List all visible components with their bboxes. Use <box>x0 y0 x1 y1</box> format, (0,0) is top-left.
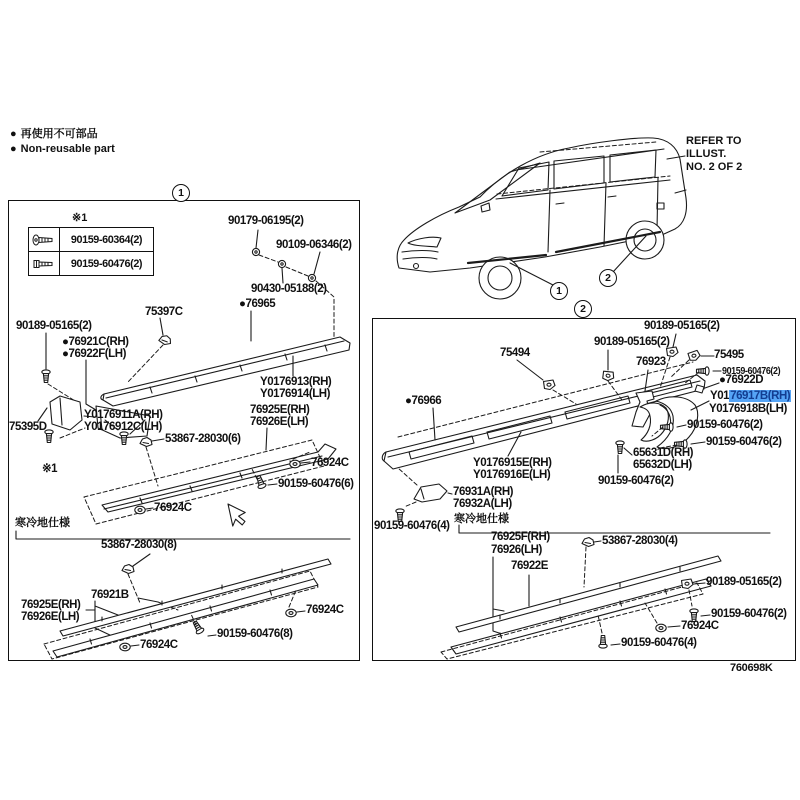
cold-spec-header: 寒冷地仕様 <box>454 513 509 525</box>
fastener-part-number: 90159-60364(2) <box>70 233 143 246</box>
refer-line: NO. 2 OF 2 <box>686 161 743 173</box>
part-label-53867-28030-8: 53867-28030(8) <box>101 539 177 551</box>
part-label-76922D: ●76922D <box>719 374 764 386</box>
part-label-76924C-a: 76924C <box>311 457 349 469</box>
part-label-76924C: 76924C <box>681 620 719 632</box>
fastener-row <box>29 251 153 275</box>
part-label-76932A: 76932A(LH) <box>453 498 512 510</box>
diagram-code: 760698K <box>730 662 773 674</box>
fastener-part-number: 90159-60476(2) <box>70 257 143 270</box>
part-label-76912C: Y0176912C(LH) <box>84 421 162 433</box>
highlighted-part-number[interactable]: 76917B(RH) <box>730 390 791 402</box>
part-label-76922E: 76922E <box>511 560 548 572</box>
part-label-90189-05165-c: 90189-05165(2) <box>706 576 782 588</box>
bullet-icon: ● <box>10 128 17 140</box>
table-note: ※1 <box>72 212 88 224</box>
part-label-90159-60476-e: 90159-60476(2) <box>711 608 787 620</box>
part-label-90189-05165-a: 90189-05165(2) <box>644 320 720 332</box>
part-label-53867-28030-6: 53867-28030(6) <box>165 433 241 445</box>
part-label-90159-60476-8: 90159-60476(8) <box>217 628 293 640</box>
cold-spec-header: 寒冷地仕様 <box>15 517 70 529</box>
part-label-90159-60476-b: 90159-60476(2) <box>687 419 763 431</box>
callout-1-panel: 1 <box>172 184 190 202</box>
part-label-76966: ●76966 <box>405 395 442 407</box>
part-label-90189-05165: 90189-05165(2) <box>16 320 92 332</box>
part-label-76911A: Y0176911A(RH) <box>84 409 163 421</box>
part-label-75495: 75495 <box>714 349 744 361</box>
part-label-76916E: Y0176916E(LH) <box>473 469 551 481</box>
part-label-76923: 76923 <box>636 356 666 368</box>
refer-line: REFER TO <box>686 135 742 147</box>
part-label-90189-05165-b: 90189-05165(2) <box>594 336 670 348</box>
refer-line: ILLUST. <box>686 148 727 160</box>
part-label-76925E-a: 76925E(RH) <box>250 404 310 416</box>
part-label-76918B: Y0176918B(LH) <box>709 403 787 415</box>
part-label-90159-60476-d: 90159-60476(2) <box>598 475 674 487</box>
part-label-76965: ●76965 <box>239 298 276 310</box>
part-label-76921B: 76921B <box>91 589 129 601</box>
part-label-65632D: 65632D(LH) <box>633 459 692 471</box>
part-label-76926E-a: 76926E(LH) <box>250 416 309 428</box>
legend-en-line: ● Non-reusable part <box>10 142 115 155</box>
flange-bolt-icon <box>29 252 60 275</box>
part-label-76921C: ●76921C(RH) <box>62 336 129 348</box>
fastener-table <box>28 227 154 276</box>
part-label-90430-05188: 90430-05188(2) <box>251 283 327 295</box>
part-label-76922F: ●76922F(LH) <box>62 348 126 360</box>
part-label-90159-60476-4b: 90159-60476(4) <box>621 637 697 649</box>
part-label-76924C-b: 76924C <box>154 502 192 514</box>
refer-note <box>686 135 742 174</box>
car-illustration <box>397 138 686 299</box>
part-label-75395D: 75395D <box>9 421 47 433</box>
fastener-row <box>29 228 153 251</box>
part-label-65631D: 65631D(RH) <box>633 447 694 459</box>
part-label-90179-06195: 90179-06195(2) <box>228 215 304 227</box>
part-label-76913: Y0176913(RH) <box>260 376 332 388</box>
legend-jp-line: ● 再使用不可部品 <box>10 128 98 140</box>
part-label-90159-60476-4a: 90159-60476(4) <box>374 520 450 532</box>
callout-2-panel: 2 <box>574 300 592 318</box>
part-label-76926E-b: 76926E(LH) <box>21 611 80 623</box>
legend <box>10 127 115 156</box>
part-label-76931A: 76931A(RH) <box>453 486 514 498</box>
part-label-76924C-d: 76924C <box>140 639 178 651</box>
callout-1-car: 1 <box>550 282 568 300</box>
note-mark-1: ※1 <box>42 463 58 475</box>
part-label-90159-60476-a: 90159-60476(2) <box>722 365 781 377</box>
part-label-90159-60476-c: 90159-60476(2) <box>706 436 782 448</box>
part-label-75397C: 75397C <box>145 306 183 318</box>
part-label-90159-60476-6: 90159-60476(6) <box>278 478 354 490</box>
part-label-76926: 76926(LH) <box>491 544 542 556</box>
part-label-prefix: Y01 <box>710 390 730 402</box>
part-label-76915E: Y0176915E(RH) <box>473 457 552 469</box>
callout-2-car: 2 <box>599 269 617 287</box>
part-label-76925F: 76925F(RH) <box>491 531 550 543</box>
tapping-screw-icon <box>29 228 60 251</box>
part-label-53867-28030-4: 53867-28030(4) <box>602 535 678 547</box>
part-label-76924C-c: 76924C <box>306 604 344 616</box>
bullet-icon: ● <box>10 142 17 155</box>
part-label-76917B-highlighted[interactable] <box>710 390 791 402</box>
part-label-75494: 75494 <box>500 347 530 359</box>
part-label-90109-06346: 90109-06346(2) <box>276 239 352 251</box>
part-label-76925E-b: 76925E(RH) <box>21 599 81 611</box>
part-label-76914: Y0176914(LH) <box>260 388 331 400</box>
